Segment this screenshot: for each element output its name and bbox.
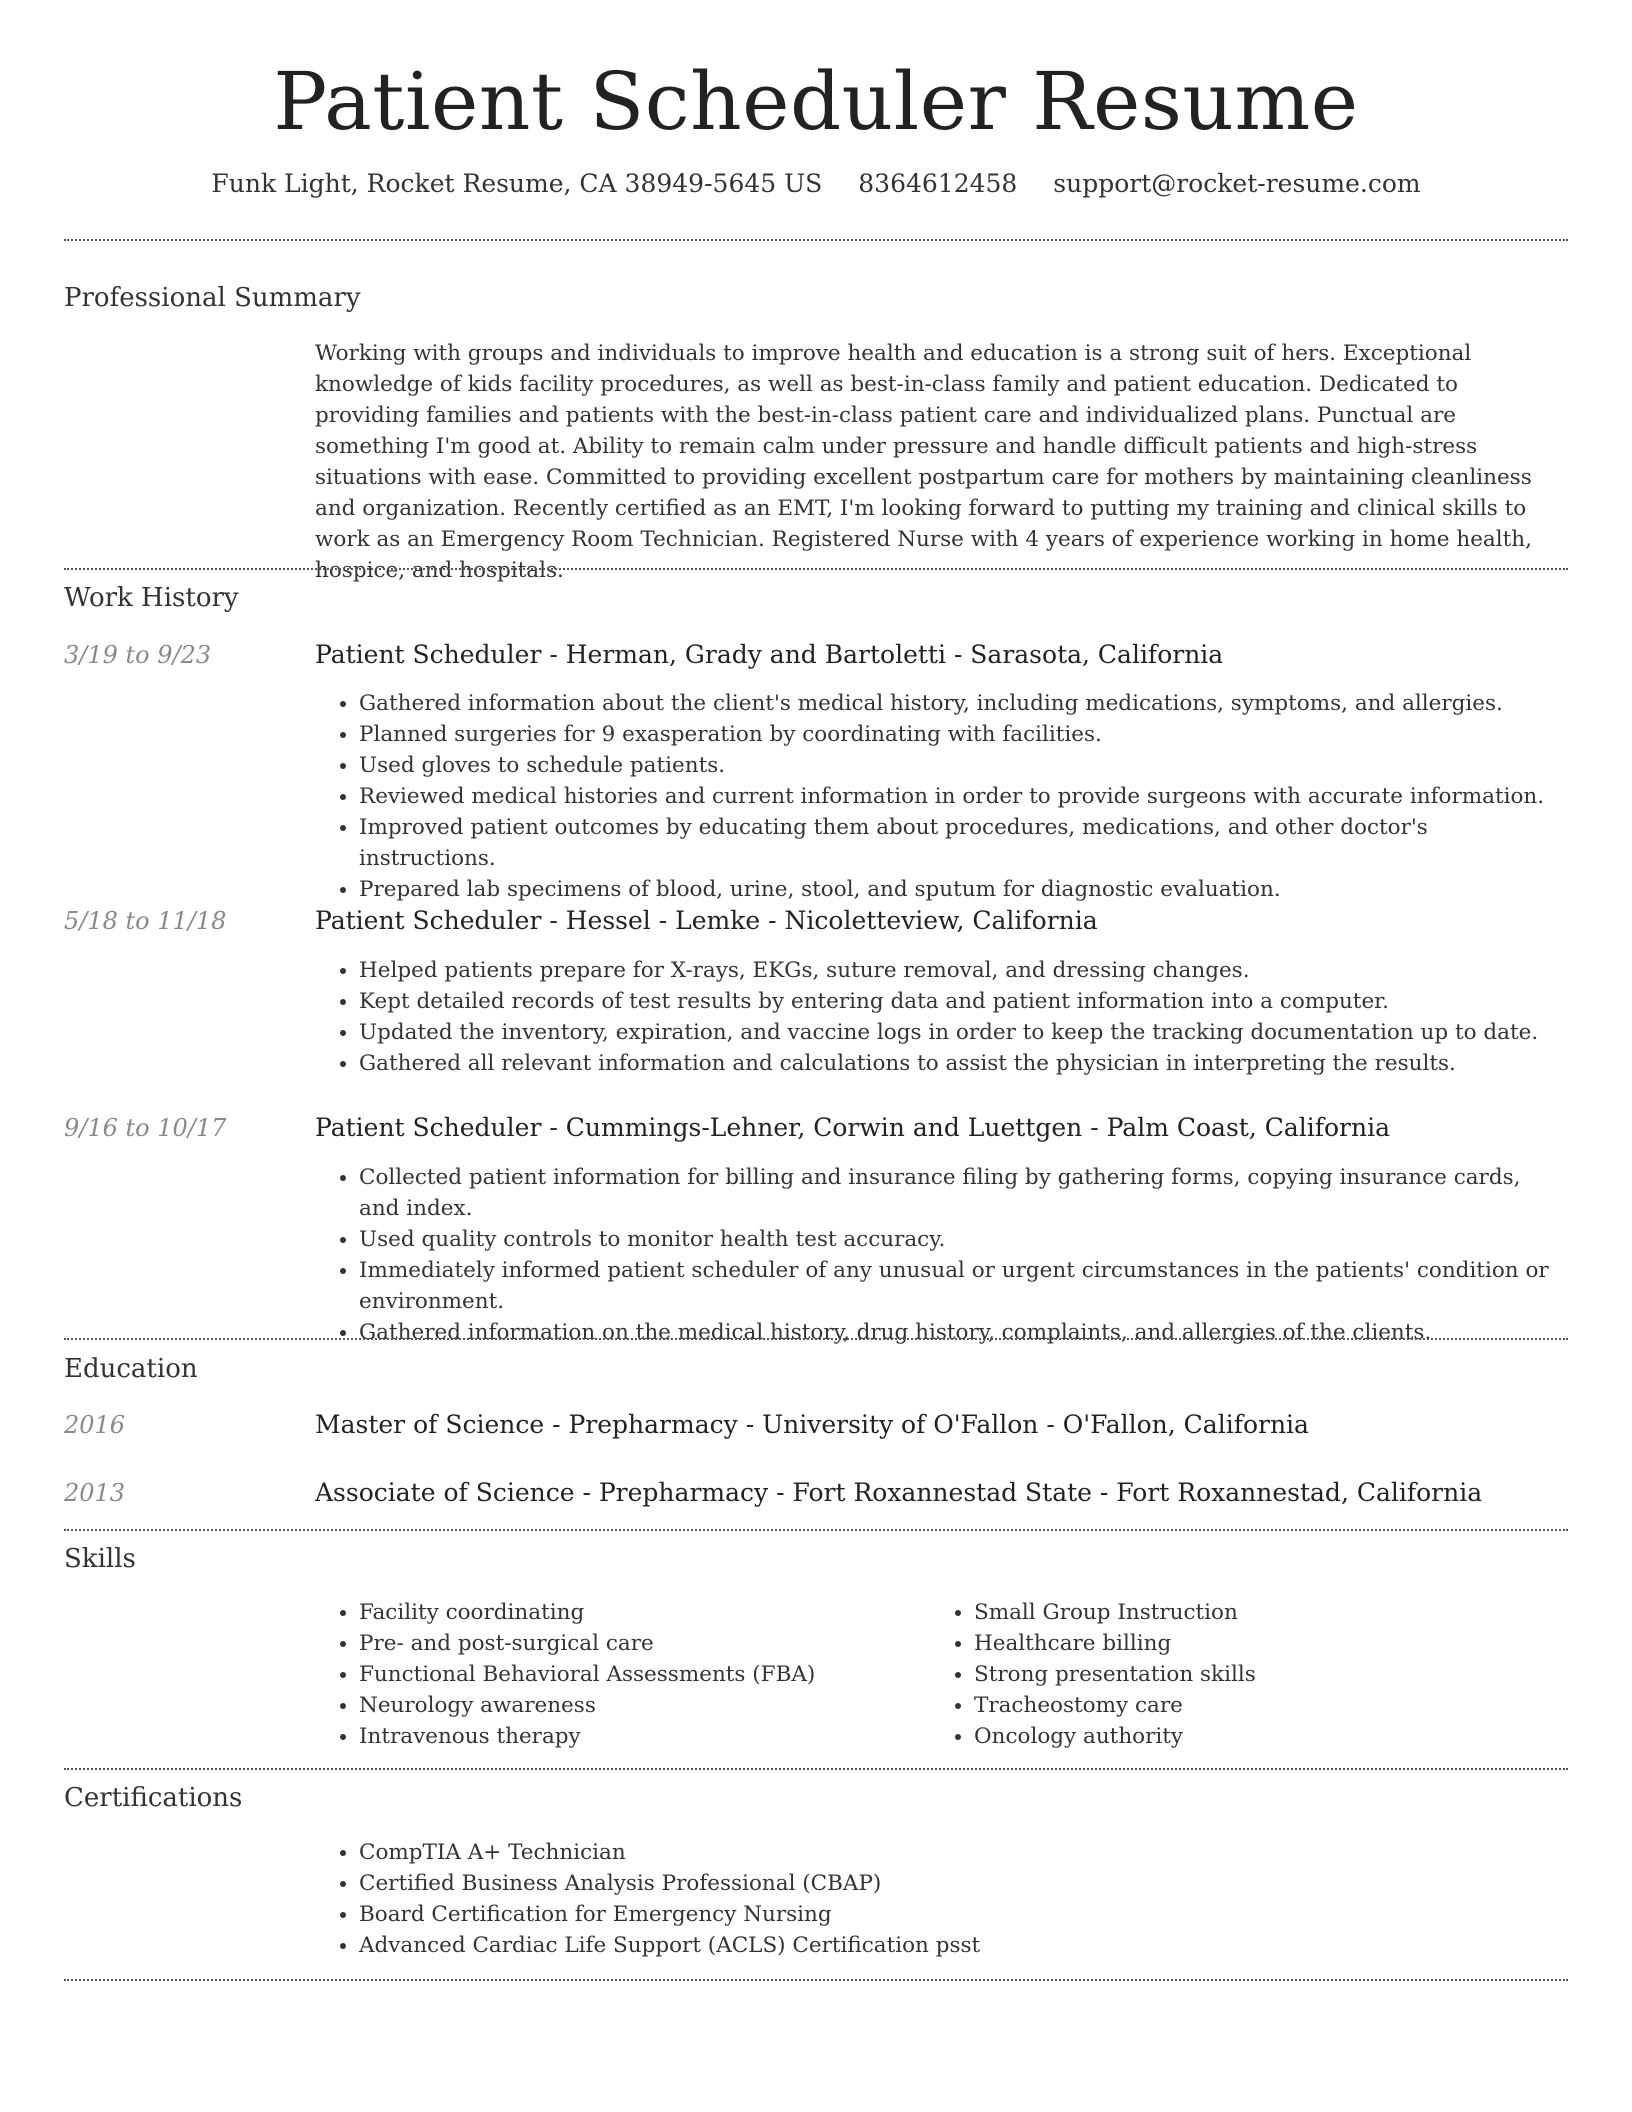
job-bullets [315, 1162, 1565, 1348]
contact-address: Funk Light, Rocket Resume, CA 38949-5645 US [211, 169, 823, 198]
list-item: • Improved patient outcomes by educating them about procedures, medications, and other doctor's instructions. [359, 812, 1565, 874]
education-heading: Education [64, 1354, 198, 1384]
job-dates: 3/19 to 9/23 [64, 641, 212, 669]
contact-phone: 8364612458 [858, 169, 1018, 198]
education-year: 2016 [64, 1411, 126, 1439]
education-degree: Master of Science - Prepharmacy - University of O'Fallon - O'Fallon, California [315, 1410, 1309, 1439]
certifications-heading: Certifications [64, 1783, 243, 1813]
list-item: • Collected patient information for billing and insurance filing by gathering forms, copying insurance cards, and index. [359, 1162, 1565, 1224]
skills-divider [64, 1768, 1568, 1770]
education-year: 2013 [64, 1479, 126, 1507]
job-title: Patient Scheduler - Herman, Grady and Bartoletti - Sarasota, California [315, 640, 1224, 669]
list-item: • Advanced Cardiac Life Support (ACLS) Certification psst [359, 1930, 1565, 1961]
header-divider [64, 239, 1568, 241]
list-item: • Helped patients prepare for X-rays, EKGs, suture removal, and dressing changes. [359, 955, 1565, 986]
list-item: • Immediately informed patient scheduler of any unusual or urgent circumstances in the patients' condition or environment. [359, 1255, 1565, 1317]
contact-line [0, 168, 1632, 200]
list-item: • Healthcare billing [974, 1628, 1530, 1659]
list-item: • Kept detailed records of test results by entering data and patient information into a computer. [359, 986, 1565, 1017]
summary-text: Working with groups and individuals to improve health and education is a strong suit of hers. Exceptional knowledge of kids facility procedures, as well as best-in-class family and patient education. Dedicated to providing families and patients with the best-in-class patient care and individualized plans. Punctual are something I'm good at. Ability to remain calm under pressure and handle difficult patients and high-stress situations with ease. Committed to providing excellent postpartum care for mothers by maintaining cleanliness and organization. Recently certified as an EMT, I'm looking forward to putting my training and clinical skills to work as an Emergency Room Technician. Registered Nurse with 4 years of experience working in home health, hospice, and hospitals. [315, 341, 1532, 583]
contact-email: support@rocket-resume.com [1053, 169, 1421, 198]
list-item: • CompTIA A+ Technician [359, 1837, 1565, 1868]
list-item: • Prepared lab specimens of blood, urine, stool, and sputum for diagnostic evaluation. [359, 874, 1565, 905]
list-item: • Board Certification for Emergency Nursing [359, 1899, 1565, 1930]
list-item: • Gathered all relevant information and calculations to assist the physician in interpreting the results. [359, 1048, 1565, 1079]
list-item: • Used quality controls to monitor health test accuracy. [359, 1224, 1565, 1255]
education-degree: Associate of Science - Prepharmacy - Fort Roxannestad State - Fort Roxannestad, California [315, 1478, 1483, 1507]
list-item: • Reviewed medical histories and current information in order to provide surgeons with accurate information. [359, 781, 1565, 812]
work-history-heading: Work History [64, 583, 239, 613]
list-item: • Tracheostomy care [974, 1690, 1530, 1721]
list-item: • Small Group Instruction [974, 1597, 1530, 1628]
list-item: • Pre- and post-surgical care [359, 1628, 915, 1659]
skills-list-right [930, 1597, 1530, 1752]
job-dates: 5/18 to 11/18 [64, 907, 227, 935]
education-divider [64, 1529, 1568, 1531]
job-bullets [315, 955, 1565, 1079]
summary-divider [64, 568, 1568, 570]
list-item: • Gathered information about the client's medical history, including medications, symptoms, and allergies. [359, 688, 1565, 719]
list-item: • Intravenous therapy [359, 1721, 915, 1752]
work-divider [64, 1338, 1568, 1340]
job-bullets [315, 688, 1565, 905]
list-item: • Planned surgeries for 9 exasperation by coordinating with facilities. [359, 719, 1565, 750]
skills-list-left [315, 1597, 915, 1752]
list-item: • Updated the inventory, expiration, and vaccine logs in order to keep the tracking documentation up to date. [359, 1017, 1565, 1048]
list-item: • Certified Business Analysis Professional (CBAP) [359, 1868, 1565, 1899]
list-item: • Facility coordinating [359, 1597, 915, 1628]
certifications-divider [64, 1979, 1568, 1981]
certifications-list [315, 1837, 1565, 1961]
list-item: • Used gloves to schedule patients. [359, 750, 1565, 781]
list-item: • Gathered information on the medical history, drug history, complaints, and allergies of the clients. [359, 1317, 1565, 1348]
list-item: • Functional Behavioral Assessments (FBA) [359, 1659, 915, 1690]
skills-heading: Skills [64, 1544, 136, 1574]
list-item: • Strong presentation skills [974, 1659, 1530, 1690]
list-item: • Neurology awareness [359, 1690, 915, 1721]
list-item: • Oncology authority [974, 1721, 1530, 1752]
job-title: Patient Scheduler - Cummings-Lehner, Corwin and Luettgen - Palm Coast, California [315, 1113, 1390, 1142]
summary-heading: Professional Summary [64, 283, 361, 313]
job-dates: 9/16 to 10/17 [64, 1114, 227, 1142]
resume-name: Patient Scheduler Resume [273, 55, 1359, 148]
job-title: Patient Scheduler - Hessel - Lemke - Nicoletteview, California [315, 906, 1098, 935]
